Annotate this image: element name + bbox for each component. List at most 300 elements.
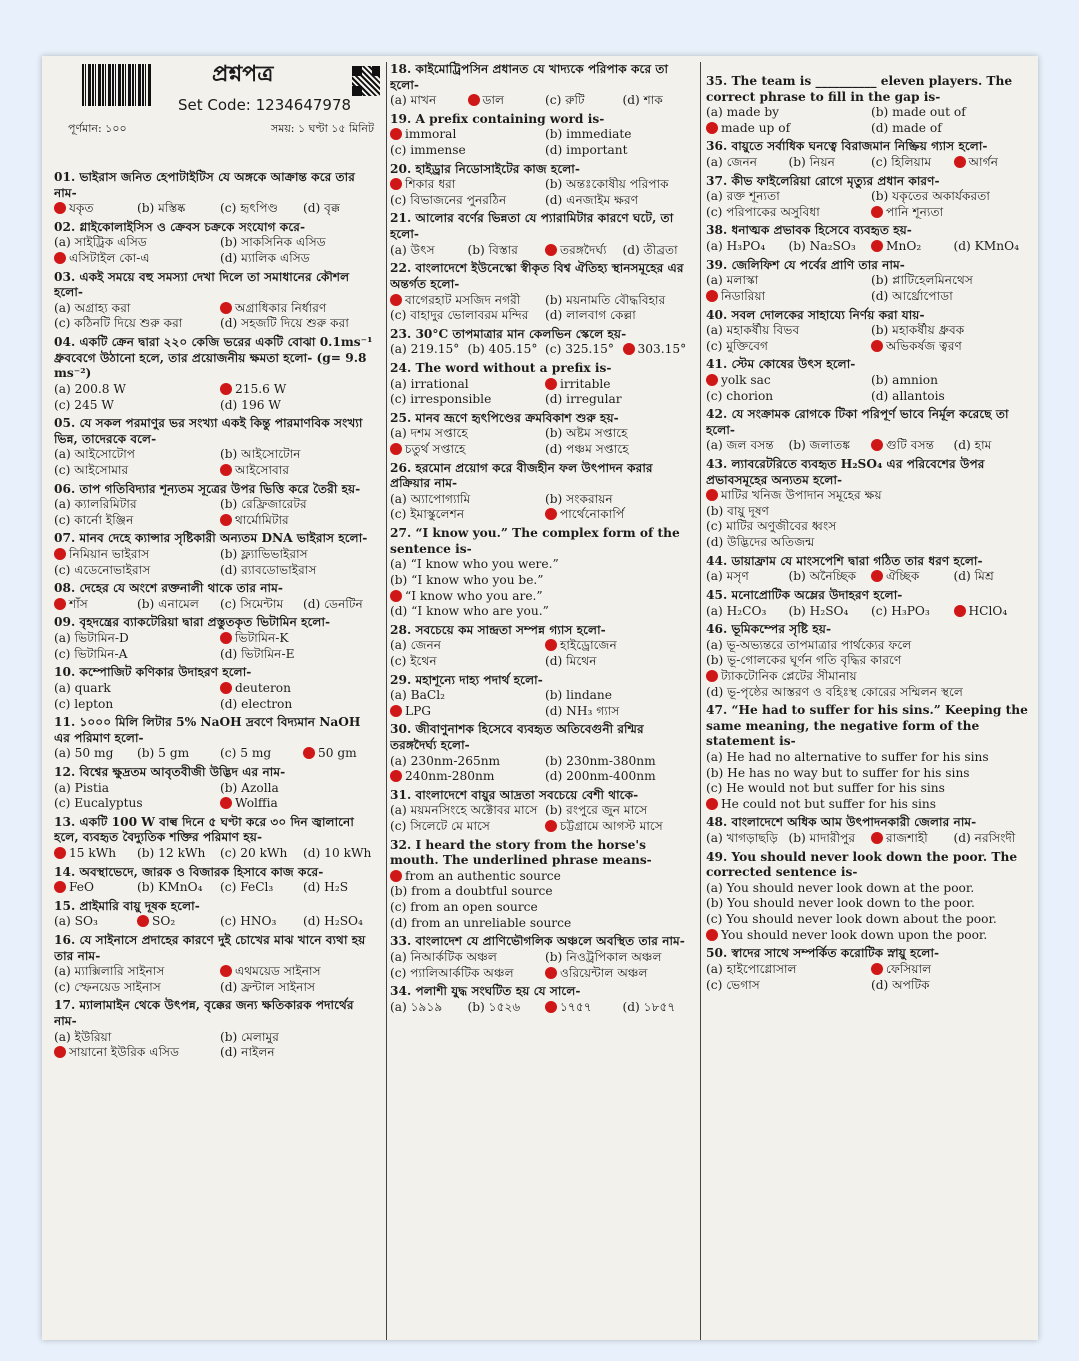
option: [54, 980, 214, 996]
question-text: 12. বিশ্বের ক্ষুদ্রতম আবৃতবীজী উদ্ভিদ এর নাম-: [54, 764, 286, 779]
option-text: (b) মস্তিষ্ক: [137, 201, 186, 216]
option-text: (b) immediate: [545, 127, 632, 142]
option: [871, 373, 1030, 389]
option-text: এথময়েড সাইনাস: [235, 964, 321, 979]
answer-option: [871, 438, 948, 454]
option-text: (a) ১৯১৯: [390, 999, 443, 1014]
option-text: (c) হৃৎপিণ্ড: [220, 201, 278, 216]
option-text: (d) উদ্ভিদের অতিজন্ম: [706, 535, 815, 550]
question-item: [390, 673, 694, 720]
question-text: 19. A prefix containing word is-: [390, 111, 605, 126]
option-text: এসিটাইল কো-এ: [69, 251, 150, 266]
option-text: (a) মসৃণ: [706, 569, 749, 584]
answer-option: [545, 638, 694, 654]
answer-option: [54, 547, 214, 563]
qr-code: [352, 66, 380, 96]
answer-marker-icon: [706, 374, 718, 386]
option-text: (d) allantois: [871, 388, 945, 403]
option-text: (d) made of: [871, 120, 942, 135]
option-text: from an authentic source: [405, 868, 561, 883]
option-text: (b) Azolla: [220, 780, 279, 795]
answer-marker-icon: [545, 820, 557, 832]
option: [789, 239, 866, 255]
question-item: [390, 62, 694, 109]
question-item: [54, 899, 380, 930]
set-code: Set Code: 1234647978: [178, 96, 352, 114]
answer-marker-icon: [54, 202, 66, 214]
option-group: [390, 377, 694, 408]
option: [390, 604, 694, 620]
option-text: (a) রক্ত শূন্যতা: [706, 189, 780, 204]
option-group: [706, 750, 1030, 812]
answer-marker-icon: [390, 443, 402, 455]
option-text: ফেসিয়াল: [886, 961, 932, 976]
option-group: [706, 604, 1030, 620]
option-text: (c) lepton: [54, 696, 114, 711]
answer-option: [545, 966, 694, 982]
option-text: (d) ম্যালিক এসিড: [220, 251, 310, 266]
option-text: (b) যকৃতের অকার্যকরতা: [871, 189, 990, 204]
option: [303, 201, 380, 217]
option-text: (b) নিওট্রপিকাল অঞ্চল: [545, 949, 662, 964]
option: [390, 193, 539, 209]
option: [137, 597, 214, 613]
answer-option: [390, 769, 539, 785]
option-text: 303.15°: [637, 342, 687, 357]
answer-option: [954, 155, 1031, 171]
option-text: (d) from an unreliable source: [390, 915, 572, 930]
answer-option: [220, 796, 380, 812]
answer-option: [220, 964, 380, 980]
option-text: ডাল: [482, 93, 505, 108]
answer-option: [220, 463, 380, 479]
option-text: (b) H₂SO₄: [788, 603, 849, 618]
question-item: [706, 703, 1030, 812]
option: [545, 308, 694, 324]
answer-option: [706, 669, 1030, 685]
option: [390, 377, 539, 393]
answer-option: [54, 201, 131, 217]
option-group: [390, 492, 694, 523]
answer-marker-icon: [390, 294, 402, 306]
option: [545, 803, 694, 819]
option: [137, 201, 214, 217]
option-text: (c) পরিপাকের অসুবিধা: [706, 204, 820, 219]
answer-option: [220, 513, 380, 529]
answer-marker-icon: [623, 343, 635, 355]
question-item: [54, 270, 380, 332]
option-text: (d) 10 kWh: [303, 845, 372, 860]
option-text: ট্যাকটোনিক প্লেটের সীমানায়: [721, 668, 857, 683]
option-text: (c) immense: [390, 143, 466, 158]
option-group: [54, 447, 380, 478]
question-text: 09. বৃহদন্ত্রের ব্যাকটেরিয়া দ্বারা প্রস্তুতকৃত ভিটামিন হলো-: [54, 615, 331, 630]
answer-marker-icon: [871, 439, 883, 451]
option: [545, 704, 694, 720]
question-text: 42. যে সংক্রামক রোগকে টিকা পরিপূর্ণ ভাবে নির্মূল করেছে তা হলো-: [706, 407, 1009, 437]
option-text: (a) 230nm-265nm: [390, 753, 501, 768]
option-text: (c) H₃PO₃: [871, 603, 930, 618]
answer-marker-icon: [871, 340, 883, 352]
answer-marker-icon: [706, 290, 718, 302]
option-text: (a) জেনন: [706, 155, 758, 170]
option-group: [390, 127, 694, 158]
option: [706, 750, 1030, 766]
option-group: [390, 93, 694, 109]
option: [706, 896, 1030, 912]
option-group: [706, 488, 1030, 550]
option-text: থার্মোমিটার: [235, 512, 289, 527]
question-text: 28. সবচেয়ে কম সান্দ্রতা সম্পন্ন গ্যাস হলো-: [390, 622, 606, 637]
option-text: (c) মাটির অণুজীবের ধ্বংস: [706, 519, 837, 534]
option-group: [706, 373, 1030, 404]
option-text: (d) NH₃ গ্যাস: [545, 703, 620, 718]
question-item: [54, 482, 380, 529]
question-text: 47. “He had to suffer for his sins.” Keeping the same meaning, the negative form of the statement is-: [706, 703, 1028, 749]
option-group: [390, 557, 694, 619]
option-text: (c) 5 mg: [220, 746, 272, 761]
option-text: (c) 20 kWh: [220, 845, 288, 860]
option-text: (a) অ্যাপোগ্যামি: [390, 491, 471, 506]
option: [54, 463, 214, 479]
option-group: [390, 1000, 694, 1016]
question-item: [390, 934, 694, 981]
option: [871, 273, 1030, 289]
option-group: [706, 189, 1030, 220]
question-text: 32. I heard the story from the horse's mouth. The underlined phrase means-: [390, 837, 652, 868]
option-group: [390, 293, 694, 324]
option: [954, 239, 1031, 255]
question-text: 14. অবস্থাভেদে, জারক ও বিজারক হিসাবে কাজ করে-: [54, 864, 324, 879]
option-text: (d) KMnO₄: [953, 239, 1019, 254]
option-group: [54, 846, 380, 862]
option-text: (a) জল বসন্ত: [706, 438, 774, 453]
question-item: [706, 946, 1030, 993]
option-text: HClO₄: [968, 603, 1008, 618]
option-text: (a) irrational: [390, 376, 469, 391]
option-text: (d) অপটিক: [871, 977, 930, 992]
option: [220, 597, 297, 613]
option-text: মাটির খনিজ উপাদান সমূহের ক্ষয়: [721, 488, 882, 503]
option: [54, 964, 214, 980]
option: [706, 239, 783, 255]
option: [390, 1000, 462, 1016]
question-item: [54, 815, 380, 862]
question-column-1: [54, 56, 380, 1340]
option-text: (d) ভূ-পৃষ্ঠের আস্তরণ ও বহিঃস্থ কোরের সম্মিলন স্থলে: [706, 684, 964, 699]
option: [545, 293, 694, 309]
option: [220, 746, 297, 762]
question-text: 29. মহাশূন্যে দাহ্য পদার্থ হলো-: [390, 672, 543, 687]
option: [54, 301, 214, 317]
option-text: (d) শাক: [622, 93, 663, 108]
option: [220, 251, 380, 267]
option: [706, 105, 865, 121]
option-group: [390, 803, 694, 834]
option: [545, 688, 694, 704]
answer-marker-icon: [390, 128, 402, 140]
answer-option: [623, 342, 695, 358]
option-text: (c) 325.15°: [545, 342, 614, 357]
option: [390, 492, 539, 508]
answer-option: [871, 339, 1030, 355]
question-item: [706, 554, 1030, 585]
option-text: (a) জেনন: [390, 638, 442, 653]
option-text: (b) জলাতঙ্ক: [788, 438, 850, 453]
option-text: ঐচ্ছিক: [886, 569, 920, 584]
option: [54, 497, 214, 513]
option-group: [54, 781, 380, 812]
option-text: LPG: [405, 703, 432, 718]
option: [390, 966, 539, 982]
option-text: (d) তীব্রতা: [622, 242, 678, 257]
option-text: (a) আইসোটোপ: [54, 447, 136, 462]
option-group: [390, 426, 694, 457]
option: [706, 781, 1030, 797]
option-text: immoral: [405, 127, 457, 142]
option-text: (a) 219.15°: [390, 342, 460, 357]
option: [871, 289, 1030, 305]
option-text: রাজশাহী: [886, 831, 928, 846]
answer-option: [390, 869, 694, 885]
option-text: (d) বৃক্ক: [303, 201, 340, 216]
answer-option: [545, 243, 617, 259]
option: [220, 563, 380, 579]
option-text: 240nm-280nm: [405, 769, 495, 784]
option-text: (c) মুক্তিবেগ: [706, 338, 768, 353]
option-text: SO₂: [152, 914, 176, 929]
option-text: (c) এডেনোভাইরাস: [54, 562, 151, 577]
option-text: (b) “I know who you be.”: [390, 572, 544, 587]
option: [220, 201, 297, 217]
option-group: [706, 155, 1030, 171]
option: [54, 563, 214, 579]
answer-option: [871, 962, 1030, 978]
option-text: (d) র‍্যাবডোভাইরাস: [220, 562, 317, 577]
option: [706, 569, 783, 585]
option-group: [54, 497, 380, 528]
option-group: [390, 243, 694, 259]
answer-marker-icon: [54, 598, 66, 610]
question-item: [706, 258, 1030, 305]
option-text: শাঁস: [69, 596, 88, 611]
option: [706, 766, 1030, 782]
option: [468, 243, 540, 259]
option-text: (a) মহাকর্ষীয় বিভব: [706, 323, 800, 338]
answer-marker-icon: [54, 252, 66, 264]
option-text: (c) HNO₃: [220, 914, 277, 929]
option-text: (d) ডেনটিন: [303, 596, 363, 611]
question-text: 13. একটি 100 W বাল্ব দিনে ৫ ঘণ্টা করে ৩০ দিন জ্বালানো হলে, ব্যবহৃত বৈদ্যুতিক শক্তির পরিমাণ হয়-: [54, 814, 354, 845]
option-text: (d) হাম: [953, 438, 992, 453]
question-text: 16. যে সাইনাসে প্রদাহের কারণে দুই চোখের মাঝ খানে ব্যথা হয় তার নাম-: [54, 933, 366, 963]
question-item: [706, 357, 1030, 404]
answer-marker-icon: [220, 965, 232, 977]
option-text: (c) ইথেন: [390, 653, 437, 668]
option-text: (d) নাইলন: [220, 1045, 275, 1060]
option: [545, 143, 694, 159]
option-text: (a) মাখন: [390, 93, 437, 108]
option-text: (a) সাইট্রিক এসিড: [54, 235, 147, 250]
option-text: (d) “I know who are you.”: [390, 604, 549, 619]
question-item: [706, 850, 1030, 944]
option: [54, 513, 214, 529]
option: [303, 880, 380, 896]
option-text: FeO: [69, 880, 94, 895]
option: [220, 235, 380, 251]
option-text: (a) SO₃: [54, 914, 98, 929]
option: [545, 93, 617, 109]
answer-option: [137, 914, 214, 930]
option-text: (d) ভিটামিন-E: [220, 646, 295, 661]
question-text: 03. একই সময়ে বহু সমস্যা দেখা দিলে তা সমাধানের কৌশল হলো-: [54, 269, 350, 300]
answer-marker-icon: [220, 302, 232, 314]
option: [468, 1000, 540, 1016]
option-group: [706, 831, 1030, 847]
question-item: [390, 112, 694, 159]
option-group: [706, 569, 1030, 585]
option-text: (b) ১৫২৬: [467, 999, 521, 1014]
option: [54, 631, 214, 647]
option: [468, 342, 540, 358]
option-text: (d) important: [545, 143, 628, 158]
option-text: (d) irregular: [545, 392, 622, 407]
answer-marker-icon: [545, 1001, 557, 1013]
option: [220, 316, 380, 332]
option-group: [54, 914, 380, 930]
option-text: yolk sac: [721, 372, 771, 387]
answer-option: [54, 880, 131, 896]
question-item: [706, 174, 1030, 221]
option: [871, 389, 1030, 405]
option: [390, 243, 462, 259]
option-text: (b) ময়নামতি বৌদ্ধবিহার: [545, 292, 666, 307]
option: [303, 914, 380, 930]
question-text: 07. মানব দেহে ক্যান্সার সৃষ্টিকারী অন্যতম DNA ভাইরাস হলো-: [54, 531, 368, 546]
option: [954, 569, 1031, 585]
option-text: (b) You should never look down to the poor.: [706, 896, 975, 911]
question-item: [390, 461, 694, 523]
answer-marker-icon: [706, 122, 718, 134]
option: [220, 497, 380, 513]
option-text: নিডারিয়া: [721, 288, 766, 303]
option-text: 50 gm: [318, 746, 357, 761]
question-text: 49. You should never look down the poor. The corrected sentence is-: [706, 849, 1018, 880]
question-text: 46. ভূমিকম্পের সৃষ্টি হয়-: [706, 622, 831, 637]
answer-option: [220, 631, 380, 647]
option-text: (c) Eucalyptus: [54, 796, 143, 811]
column-divider: [700, 62, 701, 1340]
answer-marker-icon: [706, 670, 718, 682]
option-text: অগ্রাধিকার নির্ধারণ: [235, 300, 327, 315]
option-text: (b) অষ্টম সপ্তাহে: [545, 426, 628, 441]
option-group: [706, 239, 1030, 255]
option-text: আইসোবার: [235, 462, 290, 477]
answer-marker-icon: [954, 156, 966, 168]
option: [545, 492, 694, 508]
option-text: (b) অন্তঃকোষীয় পরিপাক: [545, 177, 669, 192]
answer-option: [706, 289, 865, 305]
question-text: 30. জীবাণুনাশক হিসেবে ব্যবহৃত অতিবেগুনী রশ্মির তরঙ্গদৈর্ঘ্য হলো-: [390, 722, 644, 752]
option-text: (d) সহজটি দিয়ে শুরু করা: [220, 316, 349, 331]
option-group: [706, 438, 1030, 454]
option-text: (a) quark: [54, 680, 111, 695]
option: [871, 978, 1030, 994]
answer-option: [706, 488, 1030, 504]
option-text: (c) chorion: [706, 388, 774, 403]
option: [706, 653, 1030, 669]
option-group: [54, 880, 380, 896]
option: [390, 654, 539, 670]
column-divider: [386, 62, 387, 1340]
question-item: [706, 457, 1030, 551]
option-text: 15 kWh: [69, 845, 117, 860]
option: [545, 654, 694, 670]
answer-marker-icon: [545, 378, 557, 390]
option-text: (b) He has no way but to suffer for his sins: [706, 765, 970, 780]
question-text: 48. বাংলাদেশে অধিক আম উৎপাদনকারী জেলার নাম-: [706, 815, 977, 830]
option-text: (c) ইমাস্কুলেশন: [390, 507, 465, 522]
option: [137, 846, 214, 862]
option-text: (d) electron: [220, 696, 293, 711]
option-text: (c) প্যালিআর্কটিক অঞ্চল: [390, 965, 514, 980]
option: [706, 155, 783, 171]
option-group: [54, 631, 380, 662]
answer-option: [220, 382, 380, 398]
question-text: 35. The team is __________ eleven players. The correct phrase to fill in the gap is-: [706, 74, 1013, 104]
paper-header: [54, 60, 380, 170]
question-item: [54, 335, 380, 413]
option-text: (a) 200.8 W: [54, 381, 126, 396]
answer-option: [390, 293, 539, 309]
option-text: ওরিয়েন্টাল অঞ্চল: [560, 965, 648, 980]
question-column-2: [390, 56, 694, 1340]
option-text: (c) কার্নো ইঞ্জিন: [54, 512, 134, 527]
option: [390, 143, 539, 159]
option: [706, 978, 865, 994]
option-group: [54, 301, 380, 332]
question-item: [54, 665, 380, 712]
option-text: (d) লালবাগ কেল্লা: [545, 308, 636, 323]
option-text: (b) আইসোটোন: [220, 447, 301, 462]
option: [220, 914, 297, 930]
question-item: [54, 581, 380, 612]
option-text: (a) ক্যালরিমিটার: [54, 497, 137, 512]
answer-marker-icon: [220, 682, 232, 694]
option-group: [706, 881, 1030, 943]
question-text: 25. মানব ভ্রূণে হৃৎপিণ্ডের ক্রমবিকাশ শুরু হয়-: [390, 410, 619, 425]
question-item: [390, 211, 694, 258]
option: [390, 916, 694, 932]
option: [706, 339, 865, 355]
question-text: 33. বাংলাদেশ যে প্রাণিভৌগলিক অঞ্চলে অবস্থিত তার নাম-: [390, 934, 685, 949]
option: [303, 597, 380, 613]
option-text: চতুর্থ সপ্তাহে: [405, 442, 466, 457]
option-group: [54, 964, 380, 995]
answer-marker-icon: [54, 881, 66, 893]
answer-marker-icon: [54, 847, 66, 859]
option: [545, 426, 694, 442]
answer-option: [390, 589, 694, 605]
option: [789, 438, 866, 454]
option: [706, 831, 783, 847]
option-text: (c) আইসোমার: [54, 462, 129, 477]
answer-marker-icon: [390, 705, 402, 717]
option-text: (b) ফ্ল্যাভিভাইরাস: [220, 547, 308, 562]
option-text: (b) রেফ্রিজারেটর: [220, 497, 307, 512]
answer-marker-icon: [220, 383, 232, 395]
option: [220, 547, 380, 563]
